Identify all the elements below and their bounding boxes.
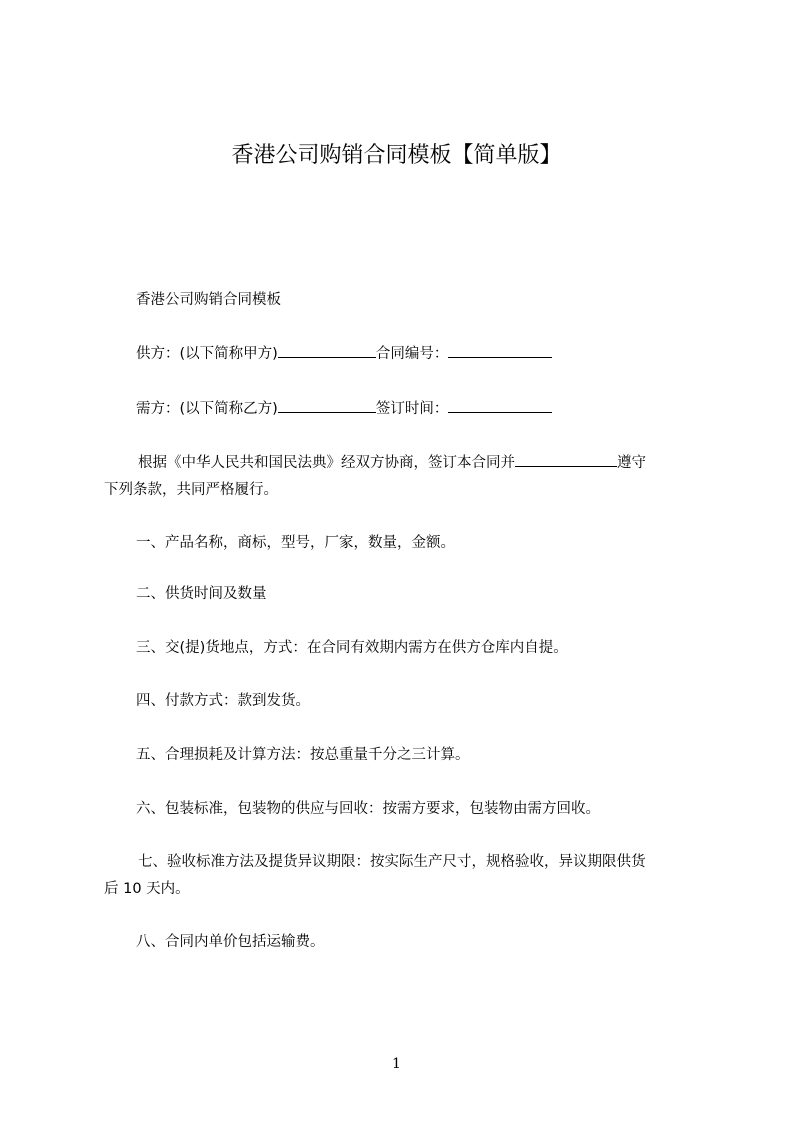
supplier-blank bbox=[278, 343, 376, 358]
buyer-label: 需方：(以下简称乙方) bbox=[136, 401, 278, 417]
intro-line-1 bbox=[104, 450, 738, 476]
supplier-line bbox=[104, 341, 736, 367]
buyer-blank bbox=[278, 398, 376, 413]
sign-time-blank bbox=[448, 398, 552, 413]
clause-6: 六、包装标准，包装物的供应与回收：按需方要求，包装物由需方回收。 bbox=[136, 801, 600, 817]
buyer-line bbox=[104, 396, 736, 422]
intro-line-2: 下列条款，共同严格履行。 bbox=[104, 482, 278, 498]
clause-3: 三、交(提)货地点，方式：在合同有效期内需方在供方仓库内自提。 bbox=[136, 640, 568, 656]
clause-1: 一、产品名称，商标，型号，厂家，数量，金额。 bbox=[136, 535, 455, 551]
clause-7-line-1: 七、验收标准方法及提货异议期限：按实际生产尺寸，规格验收，异议期限供货 bbox=[138, 854, 646, 870]
document-subtitle: 香港公司购销合同模板 bbox=[136, 292, 281, 308]
clause-2: 二、供货时间及数量 bbox=[136, 586, 267, 602]
intro-text-1: 根据《中华人民共和国民法典》经双方协商，签订本合同并 bbox=[138, 455, 515, 471]
contract-no-blank bbox=[448, 343, 552, 358]
clause-8: 八、合同内单价包括运输费。 bbox=[136, 934, 325, 950]
supplier-label: 供方：(以下简称甲方) bbox=[136, 346, 278, 362]
clause-4: 四、付款方式：款到发货。 bbox=[136, 693, 310, 709]
contract-no-label: 合同编号： bbox=[375, 346, 449, 362]
intro-text-2: 遵守 bbox=[617, 455, 646, 471]
page-number: 1 bbox=[392, 1056, 401, 1072]
intro-blank bbox=[515, 452, 617, 467]
document-title: 香港公司购销合同模板【简单版】 bbox=[231, 143, 562, 168]
clause-7-line-2: 后 10 天内。 bbox=[104, 881, 190, 897]
sign-time-label: 签订时间： bbox=[375, 401, 449, 417]
clause-5: 五、合理损耗及计算方法：按总重量千分之三计算。 bbox=[136, 747, 470, 763]
